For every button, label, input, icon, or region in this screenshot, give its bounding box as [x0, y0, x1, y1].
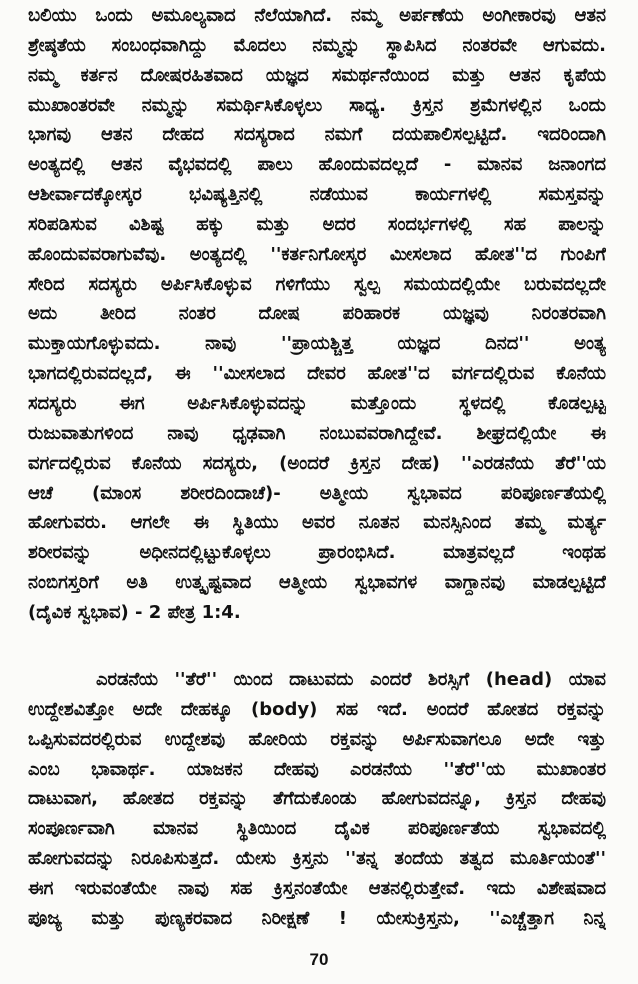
text-line: ಹೋಗುವದನ್ನು ನಿರೂಪಿಸುತ್ತದೆ. ಯೇಸು ಕ್ರಿಸ್ತನು ''ತನ್ನ ತಂದೆಯ ತತ್ವದ ಮೂರ್ತಿಯಂತೆ'' — [28, 848, 606, 870]
text-line: ಶ್ರೇಷ್ಠತೆಯ ಸಂಬಂಧವಾಗಿದ್ದು ಮೊದಲು ನಮ್ಮನ್ನು ಸ್ಥಾಪಿಸಿದ ನಂತರವೇ ಆಗುವದು. — [28, 34, 606, 56]
text-line: ನಂಬಿಗಸ್ತರಿಗೆ ಅತಿ ಉತ್ಕೃಷ್ಟವಾದ ಆತ್ಮೀಯ ಸ್ವಭಾವಗಳ ವಾಗ್ದಾನವು ಮಾಡಲ್ಪಟ್ಟಿದೆ — [28, 572, 606, 594]
text-line: ಸಂಪೂರ್ಣವಾಗಿ ಮಾನವ ಸ್ಥಿತಿಯಿಂದ ದೈವಿಕ ಪರಿಪೂರ್ಣತೆಯ ಸ್ವಭಾವದಲ್ಲಿ — [28, 818, 606, 840]
text-line: ನಮ್ಮ ಕರ್ತನ ದೋಷರಹಿತವಾದ ಯಜ್ಞದ ಸಮರ್ಥನೆಯಿಂದ ಮತ್ತು ಆತನ ಕೃಪೆಯ — [28, 64, 606, 86]
text-line: ಎಂಬ ಭಾವಾರ್ಥ. ಯಾಜಕನ ದೇಹವು ಎರಡನೆಯ ''ತೆರೆ''ಯ ಮುಖಾಂತರ — [28, 758, 606, 780]
paragraph-1 — [28, 1, 606, 628]
text-line: ಆಚೆ (ಮಾಂಸ ಶರೀರದಿಂದಾಚೆ)- ಅತ್ಮೀಯ ಸ್ವಭಾವದ ಪರಿಪೂರ್ಣತೆಯಲ್ಲಿ — [28, 482, 606, 504]
page-number: 70 — [309, 950, 329, 969]
text-line: ಮುಖಾಂತರವೇ ನಮ್ಮನ್ನು ಸಮರ್ಥಿಸಿಕೊಳ್ಳಲು ಸಾಧ್ಯ. ಕ್ರಿಸ್ತನ ಶ್ರಮೆಗಳಲ್ಲಿನ ಒಂದು — [28, 94, 606, 116]
text-line: ಸರಿಪಡಿಸುವ ವಿಶಿಷ್ಟ ಹಕ್ಕು ಮತ್ತು ಅದರ ಸಂದರ್ಭಗಳಲ್ಲಿ ಸಹ ಪಾಲನ್ನು — [28, 213, 606, 235]
text-line: ಮುಕ್ತಾಯಗೊಳ್ಳುವದು. ನಾವು ''ಪ್ರಾಯಶ್ಚಿತ್ತ ಯಜ್ಞದ ದಿನದ'' ಅಂತ್ಯ — [28, 333, 606, 355]
text-line: ಭಾಗವು ಆತನ ದೇಹದ ಸದಸ್ಯರಾದ ನಮಗೆ ದಯಪಾಲಿಸಲ್ಪಟ್ಟಿದೆ. ಇದರಿಂದಾಗಿ — [28, 124, 606, 146]
text-line: ಭಾಗದಲ್ಲಿರುವದಲ್ಲದೆ, ಈ ''ಮೀಸಲಾದ ದೇವರ ಹೋತ''ದ ವರ್ಗದಲ್ಲಿರುವ ಕೊನೆಯ — [28, 363, 606, 385]
text-line: (ದೈವಿಕ ಸ್ವಭಾವ) - 2 ಪೇತ್ರ 1:4. — [28, 601, 241, 623]
text-line: ಹೋಗುವರು. ಆಗಲೇ ಈ ಸ್ಥಿತಿಯು ಅವರ ನೂತನ ಮನಸ್ಸಿನಿಂದ ತಮ್ಮ ಮರ್ತ್ಯ — [28, 512, 606, 534]
text-line: ಎರಡನೆಯ ''ತೆರೆ'' ಯಿಂದ ದಾಟುವದು ಎಂದರೆ ಶಿರಸ್ಸಿಗೆ (head) ಯಾವ — [96, 669, 606, 690]
text-line: ದಾಟುವಾಗ, ಹೋತದ ರಕ್ತವನ್ನು ತೆಗೆದುಕೊಂಡು ಹೋಗುವದನ್ನೂ, ಕ್ರಿಸ್ತನ ದೇಹವು — [28, 788, 606, 810]
text-line: ಅಂತ್ಯದಲ್ಲಿ ಆತನ ವೈಭವದಲ್ಲಿ ಪಾಲು ಹೊಂದುವದಲ್ಲದೆ - ಮಾನವ ಜನಾಂಗದ — [28, 154, 606, 176]
text-line: ಪೂಜ್ಯ ಮತ್ತು ಪುಣ್ಯಕರವಾದ ನಿರೀಕ್ಷಣೆ ! ಯೇಸುಕ್ರಿಸ್ತನು, ''ಎಚ್ಚೆತ್ತಾಗ ನಿನ್ನ — [28, 907, 606, 929]
text-line: ಉದ್ದೇಶವಿತ್ತೋ ಅದೇ ದೇಹಕ್ಕೂ (body) ಸಹ ಇದೆ. ಅಂದರೆ ಹೋತದ ರಕ್ತವನ್ನು — [28, 698, 606, 720]
text-line: ಆಶೀರ್ವಾದಕ್ಕೋಸ್ಕರ ಭವಿಷ್ಯತ್ತಿನಲ್ಲಿ ನಡೆಯುವ ಕಾರ್ಯಗಳಲ್ಲಿ ಸಮಸ್ತವನ್ನು — [28, 184, 606, 206]
text-line: ವರ್ಗದಲ್ಲಿರುವ ಕೊನೆಯ ಸದಸ್ಯರು, (ಅಂದರೆ ಕ್ರಿಸ್ತನ ದೇಹ) ''ಎರಡನೆಯ ತೆರೆ''ಯ — [28, 452, 606, 474]
text-line: ಬಲಿಯು ಒಂದು ಅಮೂಲ್ಯವಾದ ನೆಲೆಯಾಗಿದೆ. ನಮ್ಮ ಅರ್ಪಣೆಯ ಅಂಗೀಕಾರವು ಆತನ — [28, 5, 606, 26]
text-line: ಅದು ತೀರಿದ ನಂತರ ದೋಷ ಪರಿಹಾರಕ ಯಜ್ಞವು ನಿರಂತರವಾಗಿ — [28, 303, 606, 325]
text-line: ರುಜುವಾತುಗಳಿಂದ ನಾವು ಧೃಢವಾಗಿ ನಂಬುವವರಾಗಿದ್ದೇವೆ. ಶೀಘ್ರದಲ್ಲಿಯೇ ಈ — [28, 422, 606, 444]
text-line: ಹೊಂದುವವರಾಗುವೆವು. ಅಂತ್ಯದಲ್ಲಿ ''ಕರ್ತನಿಗೋಸ್ಕರ ಮೀಸಲಾದ ಹೋತ''ದ ಗುಂಪಿಗೆ — [28, 243, 606, 265]
paragraph-2 — [28, 665, 606, 934]
text-line: ಸೇರಿದ ಸದಸ್ಯರು ಅರ್ಪಿಸಿಕೊಳ್ಳುವ ಗಳಿಗೆಯು ಸ್ವಲ್ಪ ಸಮಯದಲ್ಲಿಯೇ ಬರುವದಲ್ಲದೇ — [28, 273, 606, 295]
text-line: ಶರೀರವನ್ನು ಅಧೀನದಲ್ಲಿಟ್ಟುಕೊಳ್ಳಲು ಪ್ರಾರಂಭಿಸಿದೆ. ಮಾತ್ರವಲ್ಲದೆ ಇಂಥಹ — [28, 542, 606, 564]
text-line: ಒಪ್ಪಿಸುವದರಲ್ಲಿರುವ ಉದ್ದೇಶವು ಹೋರಿಯ ರಕ್ತವನ್ನು ಅರ್ಪಿಸುವಾಗಲೂ ಅದೇ ಇತ್ತು — [28, 728, 606, 750]
text-line: ಸದಸ್ಯರು ಈಗ ಅರ್ಪಿಸಿಕೊಳ್ಳುವದನ್ನು ಮತ್ತೊಂದು ಸ್ಥಳದಲ್ಲಿ ಕೊಡಲ್ಪಟ್ಟ — [28, 392, 606, 414]
text-line: ಈಗ ಇರುವಂತೆಯೇ ನಾವು ಸಹ ಕ್ರಿಸ್ತನಂತೆಯೇ ಆತನಲ್ಲಿರುತ್ತೇವೆ. ಇದು ವಿಶೇಷವಾದ — [28, 877, 606, 899]
